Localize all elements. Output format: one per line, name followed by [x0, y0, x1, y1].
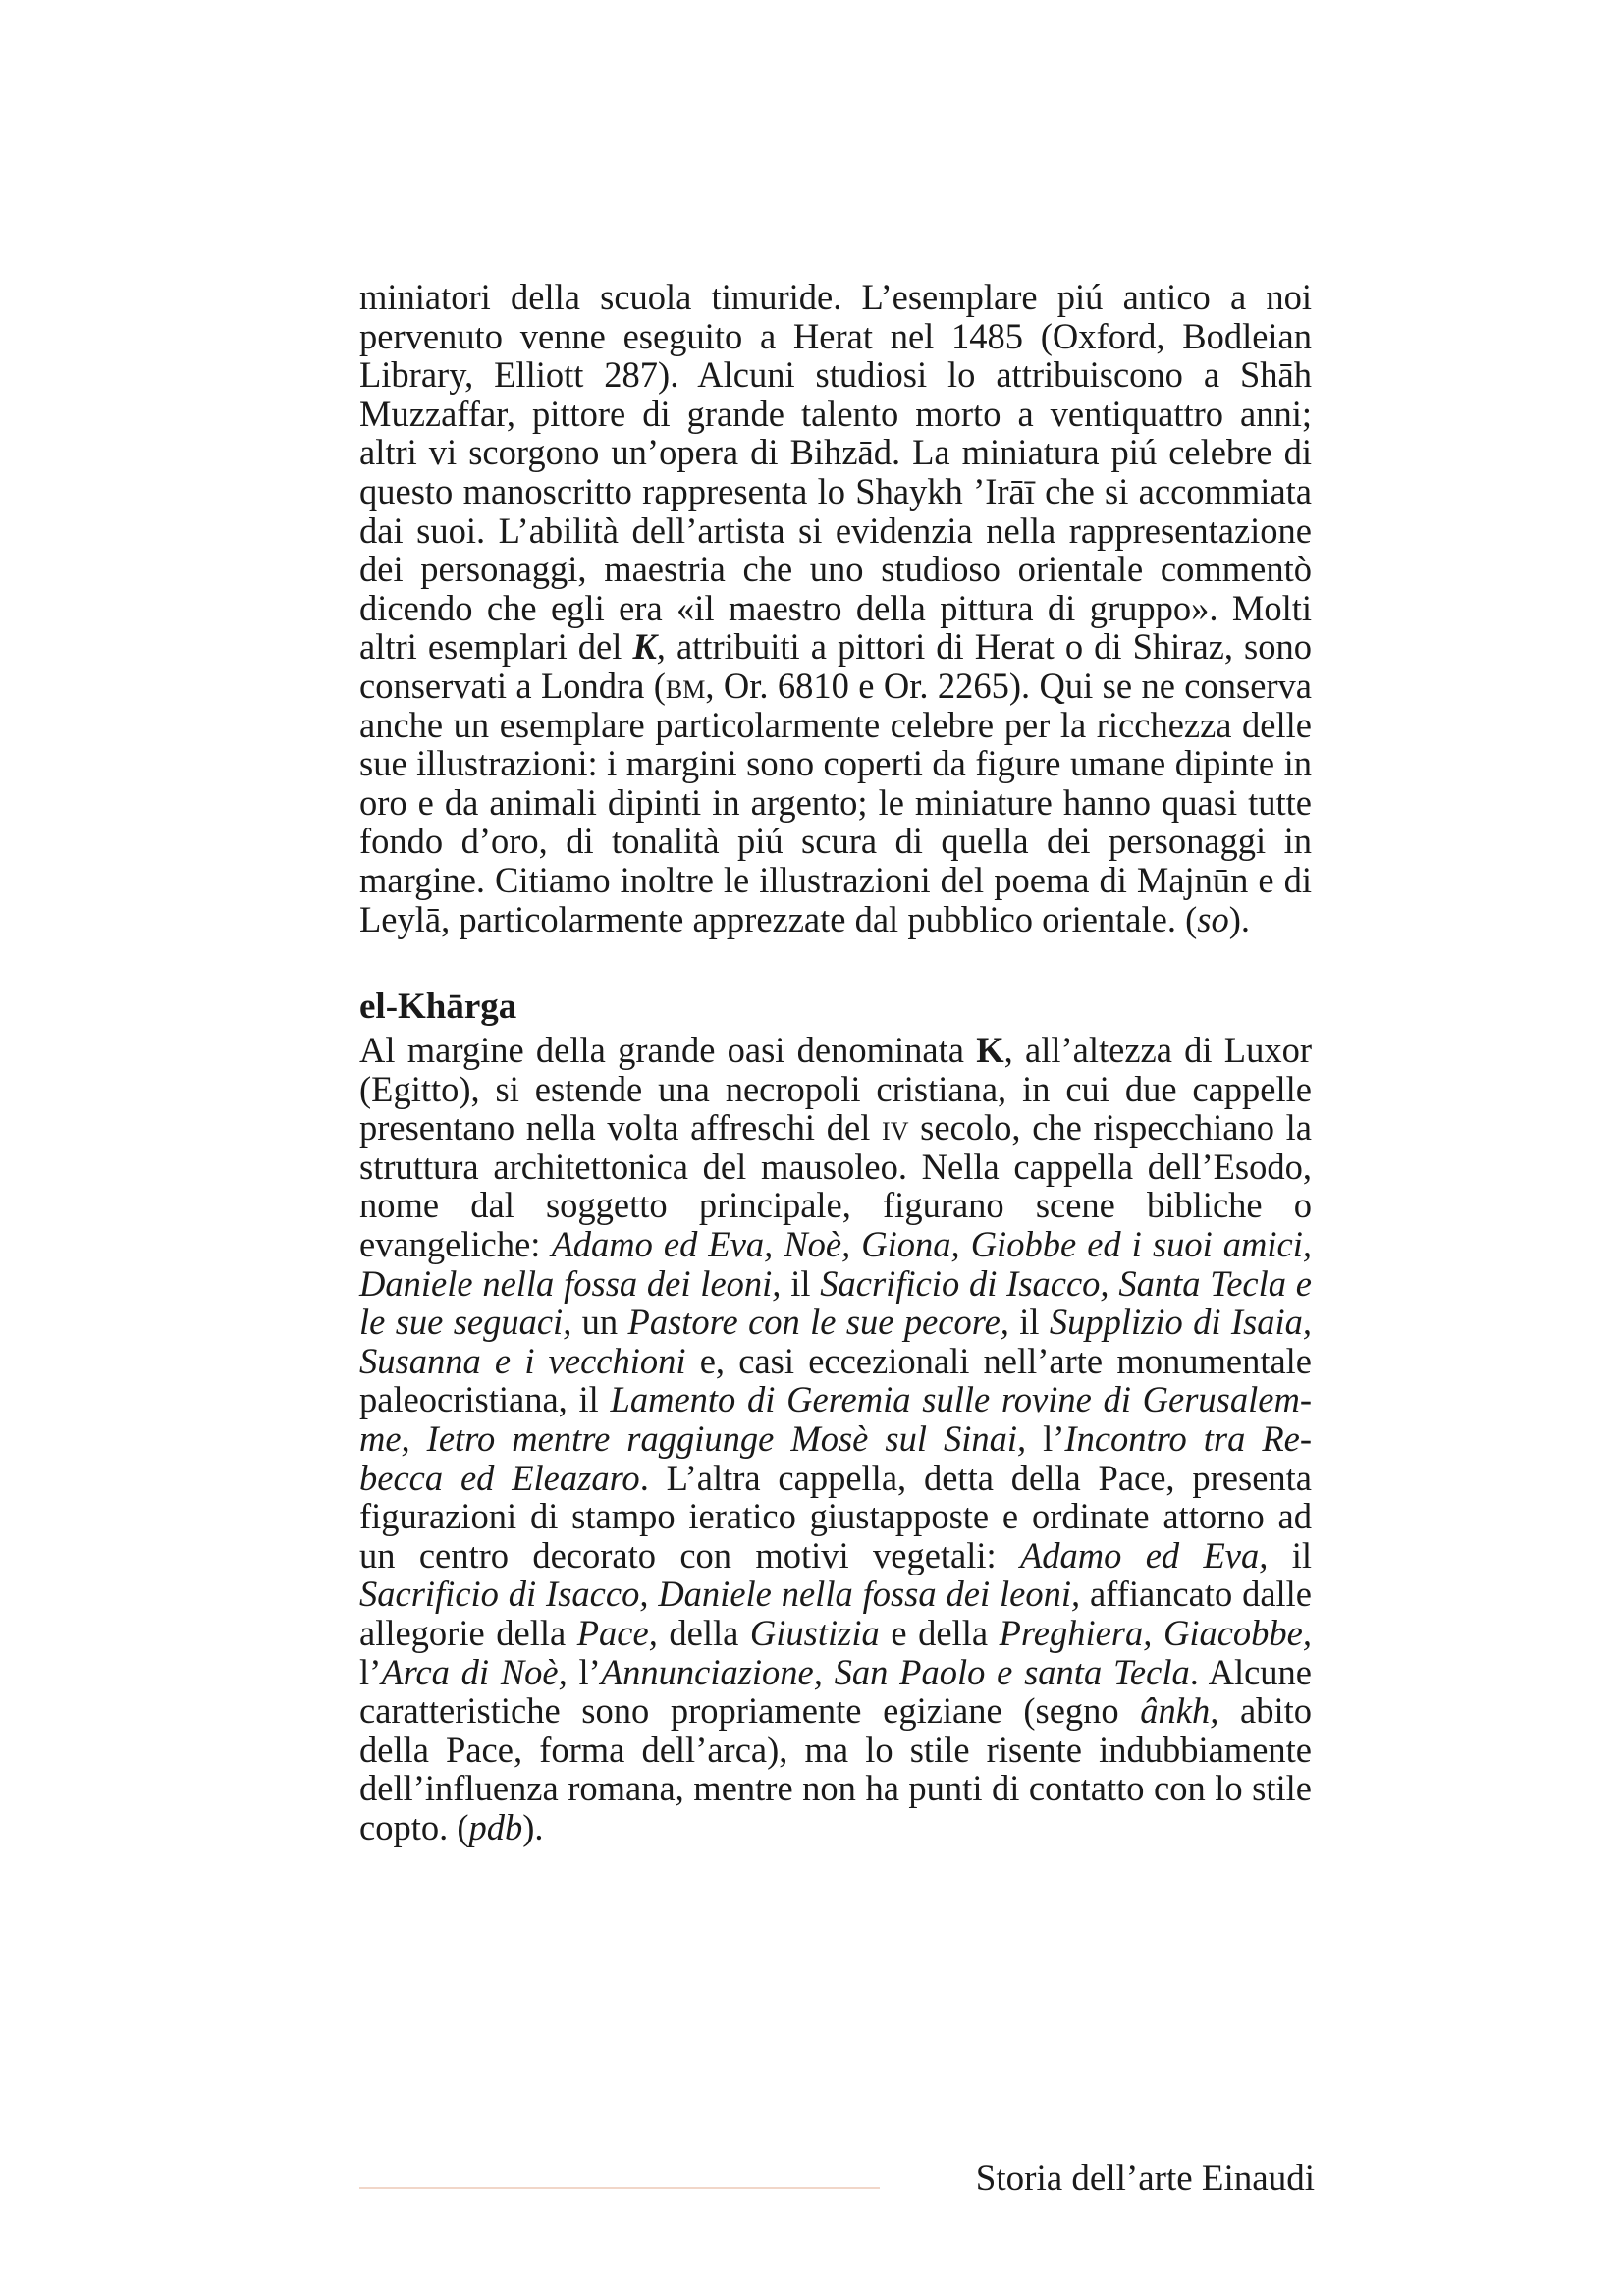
footer-title: Storia dell’arte Einaudi: [975, 2159, 1315, 2199]
body-paragraph-el-kharga: Al margine della grande oasi denominata K, all’altezza di Luxor (Egitto), si estende una necropoli cristiana, in cui due cappelle presentano nella volta affreschi del iv secolo, che rispecchiano la struttura architettonica del mausoleo. Nella cappella dell’Esodo, nome dal soggetto principale, figurano scene bibliche o evangeliche: Adamo ed Eva, Noè, Giona, Giobbe ed i suoi amici, Daniele nella fossa dei leoni, il Sacrificio di Isacco, Santa Tecla e le sue seguaci, un Pastore con le sue pecore, il Supplizio di Isaia, Susanna e i vecchioni e, casi eccezionali nell’arte monumentale paleocristiana, il Lamento di Geremia sulle rovine di Gerusalemme, Ietro mentre raggiunge Mosè sul Sinai, l’Incontro tra Rebecca ed Eleazaro. L’altra cappella, detta della Pace, presenta figurazioni di stampo ieratico giustapposte e ordinate attorno ad un centro decorato con motivi vegetali: Adamo ed Eva, il Sacrificio di Isacco, Daniele nella fossa dei leoni, affiancato dalle allegorie della Pace, della Giustizia e della Preghiera, Giacobbe, l’Arca di Noè, l’Annunciazione, San Paolo e santa Tecla. Alcune caratteristiche sono propriamente egiziane (segno ânkh, abito della Pace, forma dell’arca), ma lo stile risente indubbiamente dell’influenza romana, mentre non ha punti di contatto con lo stile copto. (pdb).: [359, 1030, 1313, 1847]
body-paragraph-timurid: miniatori della scuola timuride. L’esemplare piú antico a noi pervenuto venne eseguito a Herat nel 1485 (Oxford, Bodleian Library, Elliott 287). Alcuni studiosi lo attribuiscono a Shāh Muzzaffar, pittore di grande talento morto a ventiquattro anni; altri vi scorgono un’opera di Bihzād. La miniatura piú celebre di questo manoscritto rappresenta lo Shaykh ’Irāī che si accommiata dai suoi. L’abilità dell’artista si evidenzia nella rappresentazione dei personaggi, maestria che uno studioso orientale commentò dicendo che egli era «il maestro della pittura di gruppo». Molti altri esemplari del K, attribuiti a pittori di Herat o di Shiraz, sono conservati a Londra (bm, Or. 6810 e Or. 2265). Qui se ne conserva anche un esemplare particolarmente celebre per la ricchezza delle sue illustrazioni: i margini sono coperti da figure umane dipinte in oro e da animali dipinti in argento; le miniature hanno quasi tutte fondo d’oro, di tonalità piú scura di quella dei personaggi in margine. Citiamo inoltre le illustrazioni del poema di Majnūn e di Leylā, particolarmente apprezzate dal pubblico orientale. (so).: [359, 277, 1313, 939]
text-column: [359, 278, 1312, 1847]
footer-rule: [359, 2187, 880, 2189]
entry-heading: el-Khārga: [359, 987, 517, 1028]
